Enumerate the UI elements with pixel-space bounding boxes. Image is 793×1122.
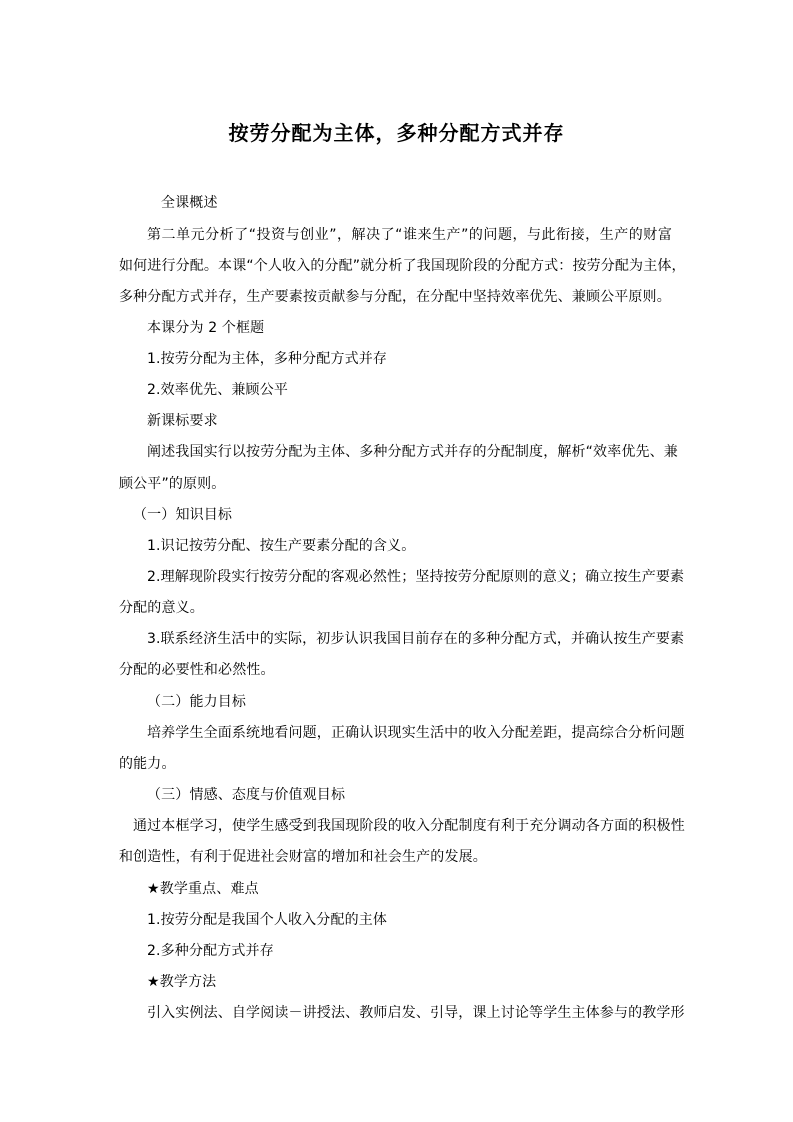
section-heading-knowledge: （一）知识目标	[133, 507, 233, 523]
section-heading-ability: （二）能力目标	[147, 694, 247, 710]
paragraph-line: 的能力。	[119, 756, 176, 772]
paragraph-line: 阐述我国实行以按劳分配为主体、多种分配方式并存的分配制度，解析“效率优先、兼	[147, 444, 678, 460]
list-item: 2.效率优先、兼顾公平	[147, 382, 289, 398]
paragraph-line: 引入实例法、自学阅读－讲授法、教师启发、引导，课上讨论等学生主体参与的教学形	[147, 1005, 685, 1021]
list-item: 3.联系经济生活中的实际，初步认识我国目前存在的多种分配方式，并确认按生产要素	[147, 631, 685, 647]
section-heading-methods: ★教学方法	[147, 974, 217, 990]
section-heading-emotion: （三）情感、态度与价值观目标	[147, 787, 346, 803]
section-heading-curriculum: 新课标要求	[147, 413, 218, 429]
paragraph-line: 本课分为 2 个框题	[147, 320, 265, 336]
list-item: 1.识记按劳分配、按生产要素分配的含义。	[147, 538, 416, 554]
list-item: 1.按劳分配是我国个人收入分配的主体	[147, 912, 388, 928]
paragraph-line: 和创造性，有利于促进社会财富的增加和社会生产的发展。	[119, 849, 487, 865]
paragraph-line: 顾公平”的原则。	[119, 476, 226, 492]
list-item-continuation: 分配的意义。	[119, 600, 204, 616]
list-item: 2.理解现阶段实行按劳分配的客观必然性；坚持按劳分配原则的意义；确立按生产要素	[147, 569, 685, 585]
paragraph-line: 第二单元分析了“投资与创业”，解决了“谁来生产”的问题，与此衔接，生产的财富	[147, 227, 672, 243]
paragraph-line: 多种分配方式并存，生产要素按贡献参与分配，在分配中坚持效率优先、兼顾公平原则。	[119, 289, 671, 305]
list-item-continuation: 分配的必要性和必然性。	[119, 662, 275, 678]
page-title: 按劳分配为主体，多种分配方式并存	[228, 121, 565, 145]
paragraph-line: 如何进行分配。本课“个人收入的分配”就分析了我国现阶段的分配方式：按劳分配为主体，	[119, 258, 686, 274]
list-item: 1.按劳分配为主体，多种分配方式并存	[147, 351, 388, 367]
paragraph-line: 通过本框学习，使学生感受到我国现阶段的收入分配制度有利于充分调动各方面的积极性	[133, 818, 685, 834]
section-heading-overview: 全课概述	[161, 195, 218, 211]
paragraph-line: 培养学生全面系统地看问题，正确认识现实生活中的收入分配差距，提高综合分析问题	[147, 725, 685, 741]
section-heading-key-points: ★教学重点、难点	[147, 881, 259, 897]
list-item: 2.多种分配方式并存	[147, 943, 274, 959]
